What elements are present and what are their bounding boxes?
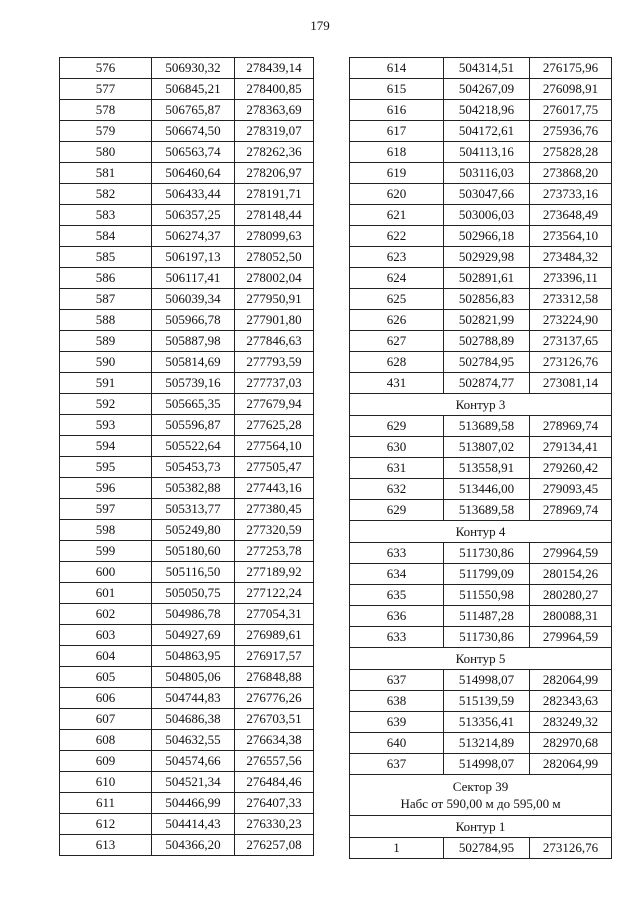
- table-row: [350, 205, 612, 226]
- point-number-cell: 603: [60, 625, 152, 646]
- point-number-cell: 601: [60, 583, 152, 604]
- x-coordinate-cell: 502891,61: [444, 268, 530, 289]
- x-coordinate-cell: 505050,75: [152, 583, 235, 604]
- y-coordinate-cell: 277793,59: [235, 352, 314, 373]
- point-number-cell: 597: [60, 499, 152, 520]
- table-row: [60, 100, 314, 121]
- x-coordinate-cell: 502874,77: [444, 373, 530, 394]
- table-row: [350, 733, 612, 754]
- y-coordinate-cell: 273564,10: [530, 226, 612, 247]
- x-coordinate-cell: 513446,00: [444, 479, 530, 500]
- x-coordinate-cell: 513214,89: [444, 733, 530, 754]
- x-coordinate-cell: 502856,83: [444, 289, 530, 310]
- y-coordinate-cell: 277901,80: [235, 310, 314, 331]
- y-coordinate-cell: 273224,90: [530, 310, 612, 331]
- y-coordinate-cell: 277189,92: [235, 562, 314, 583]
- x-coordinate-cell: 506117,41: [152, 268, 235, 289]
- x-coordinate-cell: 504574,66: [152, 751, 235, 772]
- y-coordinate-cell: 273126,76: [530, 838, 612, 859]
- y-coordinate-cell: 276634,38: [235, 730, 314, 751]
- contour-heading: Контур 3: [350, 394, 612, 416]
- x-coordinate-cell: 505522,64: [152, 436, 235, 457]
- point-number-cell: 600: [60, 562, 152, 583]
- point-number-cell: 618: [350, 142, 444, 163]
- y-coordinate-cell: 277253,78: [235, 541, 314, 562]
- y-coordinate-cell: 276257,08: [235, 835, 314, 856]
- point-number-cell: 626: [350, 310, 444, 331]
- point-number-cell: 639: [350, 712, 444, 733]
- x-coordinate-cell: 504414,43: [152, 814, 235, 835]
- contour-heading-row: [350, 648, 612, 670]
- point-number-cell: 577: [60, 79, 152, 100]
- point-number-cell: 613: [60, 835, 152, 856]
- table-row: [350, 754, 612, 775]
- y-coordinate-cell: 278319,07: [235, 121, 314, 142]
- table-row: [60, 730, 314, 751]
- point-number-cell: 627: [350, 331, 444, 352]
- table-row: [60, 562, 314, 583]
- point-number-cell: 621: [350, 205, 444, 226]
- y-coordinate-cell: 278363,69: [235, 100, 314, 121]
- point-number-cell: 599: [60, 541, 152, 562]
- y-coordinate-cell: 277846,63: [235, 331, 314, 352]
- x-coordinate-cell: 513558,91: [444, 458, 530, 479]
- point-number-cell: 589: [60, 331, 152, 352]
- x-coordinate-cell: 511487,28: [444, 606, 530, 627]
- point-number-cell: 583: [60, 205, 152, 226]
- y-coordinate-cell: 276407,33: [235, 793, 314, 814]
- y-coordinate-cell: 277679,94: [235, 394, 314, 415]
- table-row: [350, 121, 612, 142]
- point-number-cell: 625: [350, 289, 444, 310]
- point-number-cell: 593: [60, 415, 152, 436]
- table-row: [60, 58, 314, 79]
- x-coordinate-cell: 504986,78: [152, 604, 235, 625]
- table-row: [60, 310, 314, 331]
- y-coordinate-cell: 279964,59: [530, 543, 612, 564]
- x-coordinate-cell: 506039,34: [152, 289, 235, 310]
- point-number-cell: 587: [60, 289, 152, 310]
- x-coordinate-cell: 506357,25: [152, 205, 235, 226]
- table-row: [60, 289, 314, 310]
- point-number-cell: 629: [350, 500, 444, 521]
- sector-heading-row: [350, 775, 612, 816]
- x-coordinate-cell: 506274,37: [152, 226, 235, 247]
- table-row: [60, 394, 314, 415]
- point-number-cell: 634: [350, 564, 444, 585]
- x-coordinate-cell: 502929,98: [444, 247, 530, 268]
- table-row: [60, 583, 314, 604]
- table-row: [60, 226, 314, 247]
- point-number-cell: 619: [350, 163, 444, 184]
- table-row: [350, 331, 612, 352]
- y-coordinate-cell: 273648,49: [530, 205, 612, 226]
- table-row: [60, 688, 314, 709]
- y-coordinate-cell: 276017,75: [530, 100, 612, 121]
- y-coordinate-cell: 273733,16: [530, 184, 612, 205]
- point-number-cell: 635: [350, 585, 444, 606]
- x-coordinate-cell: 505814,69: [152, 352, 235, 373]
- y-coordinate-cell: 277054,31: [235, 604, 314, 625]
- y-coordinate-cell: 273484,32: [530, 247, 612, 268]
- x-coordinate-cell: 511730,86: [444, 627, 530, 648]
- point-number-cell: 640: [350, 733, 444, 754]
- x-coordinate-cell: 505249,80: [152, 520, 235, 541]
- table-row: [350, 226, 612, 247]
- table-row: [350, 100, 612, 121]
- y-coordinate-cell: 279134,41: [530, 437, 612, 458]
- point-number-cell: 584: [60, 226, 152, 247]
- sector-title: Сектор 39: [452, 779, 509, 794]
- table-row: [60, 142, 314, 163]
- page-number: 179: [310, 18, 330, 33]
- table-row: [60, 352, 314, 373]
- table-row: [60, 268, 314, 289]
- y-coordinate-cell: 276989,61: [235, 625, 314, 646]
- contour-heading-row: [350, 816, 612, 838]
- x-coordinate-cell: 505887,98: [152, 331, 235, 352]
- y-coordinate-cell: 278002,04: [235, 268, 314, 289]
- y-coordinate-cell: 276848,88: [235, 667, 314, 688]
- table-row: [350, 352, 612, 373]
- x-coordinate-cell: 502821,99: [444, 310, 530, 331]
- point-number-cell: 590: [60, 352, 152, 373]
- point-number-cell: 633: [350, 627, 444, 648]
- x-coordinate-cell: 504113,16: [444, 142, 530, 163]
- y-coordinate-cell: 278969,74: [530, 500, 612, 521]
- point-number-cell: 610: [60, 772, 152, 793]
- point-number-cell: 579: [60, 121, 152, 142]
- table-row: [60, 793, 314, 814]
- x-coordinate-cell: 504366,20: [152, 835, 235, 856]
- contour-heading-row: [350, 394, 612, 416]
- y-coordinate-cell: 277564,10: [235, 436, 314, 457]
- point-number-cell: 586: [60, 268, 152, 289]
- point-number-cell: 1: [350, 838, 444, 859]
- point-number-cell: 611: [60, 793, 152, 814]
- table-row: [60, 436, 314, 457]
- contour-heading: Контур 4: [350, 521, 612, 543]
- x-coordinate-cell: 506765,87: [152, 100, 235, 121]
- y-coordinate-cell: 278969,74: [530, 416, 612, 437]
- table-row: [350, 458, 612, 479]
- x-coordinate-cell: 504805,06: [152, 667, 235, 688]
- y-coordinate-cell: 278206,97: [235, 163, 314, 184]
- table-row: [60, 205, 314, 226]
- x-coordinate-cell: 515139,59: [444, 691, 530, 712]
- x-coordinate-cell: 502784,95: [444, 352, 530, 373]
- x-coordinate-cell: 504218,96: [444, 100, 530, 121]
- y-coordinate-cell: 277443,16: [235, 478, 314, 499]
- y-coordinate-cell: 282343,63: [530, 691, 612, 712]
- y-coordinate-cell: 273312,58: [530, 289, 612, 310]
- table-row: [350, 627, 612, 648]
- table-row: [60, 520, 314, 541]
- point-number-cell: 638: [350, 691, 444, 712]
- y-coordinate-cell: 278400,85: [235, 79, 314, 100]
- y-coordinate-cell: 278148,44: [235, 205, 314, 226]
- point-number-cell: 620: [350, 184, 444, 205]
- table-row: [60, 667, 314, 688]
- x-coordinate-cell: 504172,61: [444, 121, 530, 142]
- table-row: [350, 479, 612, 500]
- table-row: [350, 268, 612, 289]
- x-coordinate-cell: 502784,95: [444, 838, 530, 859]
- point-number-cell: 637: [350, 670, 444, 691]
- x-coordinate-cell: 505665,35: [152, 394, 235, 415]
- point-number-cell: 585: [60, 247, 152, 268]
- table-row: [350, 712, 612, 733]
- table-row: [60, 184, 314, 205]
- point-number-cell: 588: [60, 310, 152, 331]
- y-coordinate-cell: 277380,45: [235, 499, 314, 520]
- point-number-cell: 623: [350, 247, 444, 268]
- x-coordinate-cell: 504863,95: [152, 646, 235, 667]
- point-number-cell: 580: [60, 142, 152, 163]
- point-number-cell: 632: [350, 479, 444, 500]
- table-row: [60, 331, 314, 352]
- x-coordinate-cell: 506930,32: [152, 58, 235, 79]
- x-coordinate-cell: 505180,60: [152, 541, 235, 562]
- x-coordinate-cell: 506845,21: [152, 79, 235, 100]
- x-coordinate-cell: 502788,89: [444, 331, 530, 352]
- y-coordinate-cell: 276917,57: [235, 646, 314, 667]
- x-coordinate-cell: 503006,03: [444, 205, 530, 226]
- table-row: [350, 437, 612, 458]
- y-coordinate-cell: 277950,91: [235, 289, 314, 310]
- y-coordinate-cell: 280280,27: [530, 585, 612, 606]
- y-coordinate-cell: 276098,91: [530, 79, 612, 100]
- table-row: [60, 163, 314, 184]
- x-coordinate-cell: 506433,44: [152, 184, 235, 205]
- point-number-cell: 629: [350, 416, 444, 437]
- y-coordinate-cell: 282064,99: [530, 754, 612, 775]
- y-coordinate-cell: 276703,51: [235, 709, 314, 730]
- table-row: [350, 838, 612, 859]
- x-coordinate-cell: 506674,50: [152, 121, 235, 142]
- y-coordinate-cell: 273081,14: [530, 373, 612, 394]
- x-coordinate-cell: 513689,58: [444, 416, 530, 437]
- table-row: [350, 184, 612, 205]
- table-row: [350, 500, 612, 521]
- x-coordinate-cell: 505116,50: [152, 562, 235, 583]
- table-row: [350, 247, 612, 268]
- x-coordinate-cell: 504267,09: [444, 79, 530, 100]
- x-coordinate-cell: 506460,64: [152, 163, 235, 184]
- x-coordinate-cell: 504927,69: [152, 625, 235, 646]
- y-coordinate-cell: 279260,42: [530, 458, 612, 479]
- point-number-cell: 628: [350, 352, 444, 373]
- y-coordinate-cell: 279093,45: [530, 479, 612, 500]
- y-coordinate-cell: 276175,96: [530, 58, 612, 79]
- table-row: [350, 691, 612, 712]
- point-number-cell: 602: [60, 604, 152, 625]
- contour-heading: Контур 5: [350, 648, 612, 670]
- point-number-cell: 604: [60, 646, 152, 667]
- y-coordinate-cell: 280154,26: [530, 564, 612, 585]
- y-coordinate-cell: 278099,63: [235, 226, 314, 247]
- table-row: [60, 79, 314, 100]
- table-row: [60, 604, 314, 625]
- point-number-cell: 605: [60, 667, 152, 688]
- point-number-cell: 595: [60, 457, 152, 478]
- y-coordinate-cell: 278191,71: [235, 184, 314, 205]
- y-coordinate-cell: 276484,46: [235, 772, 314, 793]
- table-row: [350, 58, 612, 79]
- table-row: [350, 670, 612, 691]
- table-row: [350, 585, 612, 606]
- x-coordinate-cell: 511799,09: [444, 564, 530, 585]
- point-number-cell: 616: [350, 100, 444, 121]
- y-coordinate-cell: 276557,56: [235, 751, 314, 772]
- y-coordinate-cell: 279964,59: [530, 627, 612, 648]
- x-coordinate-cell: 502966,18: [444, 226, 530, 247]
- point-number-cell: 622: [350, 226, 444, 247]
- table-row: [60, 709, 314, 730]
- x-coordinate-cell: 504686,38: [152, 709, 235, 730]
- y-coordinate-cell: 275936,76: [530, 121, 612, 142]
- point-number-cell: 615: [350, 79, 444, 100]
- table-row: [350, 564, 612, 585]
- x-coordinate-cell: 505739,16: [152, 373, 235, 394]
- table-row: [60, 772, 314, 793]
- point-number-cell: 614: [350, 58, 444, 79]
- table-row: [350, 373, 612, 394]
- point-number-cell: 596: [60, 478, 152, 499]
- contour-heading-row: [350, 521, 612, 543]
- y-coordinate-cell: 278262,36: [235, 142, 314, 163]
- y-coordinate-cell: 273126,76: [530, 352, 612, 373]
- point-number-cell: 637: [350, 754, 444, 775]
- y-coordinate-cell: 277737,03: [235, 373, 314, 394]
- table-row: [350, 543, 612, 564]
- y-coordinate-cell: 278052,50: [235, 247, 314, 268]
- table-row: [60, 751, 314, 772]
- point-number-cell: 591: [60, 373, 152, 394]
- point-number-cell: 612: [60, 814, 152, 835]
- x-coordinate-cell: 505313,77: [152, 499, 235, 520]
- point-number-cell: 630: [350, 437, 444, 458]
- x-coordinate-cell: 503116,03: [444, 163, 530, 184]
- sector-elevation-range: Набс от 590,00 м до 595,00 м: [400, 796, 561, 811]
- y-coordinate-cell: 273137,65: [530, 331, 612, 352]
- table-row: [60, 646, 314, 667]
- table-row: [350, 310, 612, 331]
- x-coordinate-cell: 513807,02: [444, 437, 530, 458]
- table-row: [350, 163, 612, 184]
- table-row: [350, 142, 612, 163]
- point-number-cell: 636: [350, 606, 444, 627]
- table-row: [60, 121, 314, 142]
- x-coordinate-cell: 503047,66: [444, 184, 530, 205]
- coordinates-table-right: [349, 57, 612, 859]
- point-number-cell: 578: [60, 100, 152, 121]
- point-number-cell: 592: [60, 394, 152, 415]
- y-coordinate-cell: 277505,47: [235, 457, 314, 478]
- table-row: [350, 289, 612, 310]
- point-number-cell: 582: [60, 184, 152, 205]
- y-coordinate-cell: 282970,68: [530, 733, 612, 754]
- x-coordinate-cell: 504466,99: [152, 793, 235, 814]
- x-coordinate-cell: 514998,07: [444, 754, 530, 775]
- y-coordinate-cell: 276776,26: [235, 688, 314, 709]
- y-coordinate-cell: 277122,24: [235, 583, 314, 604]
- y-coordinate-cell: 277625,28: [235, 415, 314, 436]
- point-number-cell: 431: [350, 373, 444, 394]
- point-number-cell: 608: [60, 730, 152, 751]
- table-row: [350, 79, 612, 100]
- table-row: [60, 835, 314, 856]
- table-row: [60, 478, 314, 499]
- point-number-cell: 631: [350, 458, 444, 479]
- x-coordinate-cell: 506197,13: [152, 247, 235, 268]
- table-row: [60, 373, 314, 394]
- point-number-cell: 609: [60, 751, 152, 772]
- x-coordinate-cell: 511730,86: [444, 543, 530, 564]
- table-row: [60, 499, 314, 520]
- table-row: [60, 541, 314, 562]
- y-coordinate-cell: 276330,23: [235, 814, 314, 835]
- point-number-cell: 581: [60, 163, 152, 184]
- y-coordinate-cell: 283249,32: [530, 712, 612, 733]
- point-number-cell: 598: [60, 520, 152, 541]
- x-coordinate-cell: 514998,07: [444, 670, 530, 691]
- x-coordinate-cell: 504314,51: [444, 58, 530, 79]
- point-number-cell: 624: [350, 268, 444, 289]
- y-coordinate-cell: 273868,20: [530, 163, 612, 184]
- x-coordinate-cell: 505453,73: [152, 457, 235, 478]
- point-number-cell: 594: [60, 436, 152, 457]
- sector-heading: [350, 775, 612, 816]
- y-coordinate-cell: 275828,28: [530, 142, 612, 163]
- x-coordinate-cell: 506563,74: [152, 142, 235, 163]
- point-number-cell: 606: [60, 688, 152, 709]
- table-row: [60, 415, 314, 436]
- table-row: [60, 247, 314, 268]
- y-coordinate-cell: 280088,31: [530, 606, 612, 627]
- x-coordinate-cell: 513689,58: [444, 500, 530, 521]
- table-row: [350, 606, 612, 627]
- x-coordinate-cell: 511550,98: [444, 585, 530, 606]
- x-coordinate-cell: 513356,41: [444, 712, 530, 733]
- x-coordinate-cell: 505382,88: [152, 478, 235, 499]
- x-coordinate-cell: 504632,55: [152, 730, 235, 751]
- x-coordinate-cell: 504744,83: [152, 688, 235, 709]
- y-coordinate-cell: 282064,99: [530, 670, 612, 691]
- point-number-cell: 607: [60, 709, 152, 730]
- y-coordinate-cell: 273396,11: [530, 268, 612, 289]
- table-row: [350, 416, 612, 437]
- point-number-cell: 633: [350, 543, 444, 564]
- table-row: [60, 457, 314, 478]
- x-coordinate-cell: 505596,87: [152, 415, 235, 436]
- y-coordinate-cell: 277320,59: [235, 520, 314, 541]
- table-row: [60, 814, 314, 835]
- y-coordinate-cell: 278439,14: [235, 58, 314, 79]
- point-number-cell: 576: [60, 58, 152, 79]
- table-row: [60, 625, 314, 646]
- x-coordinate-cell: 504521,34: [152, 772, 235, 793]
- coordinates-table-left: [59, 57, 314, 856]
- x-coordinate-cell: 505966,78: [152, 310, 235, 331]
- point-number-cell: 617: [350, 121, 444, 142]
- contour-heading: Контур 1: [350, 816, 612, 838]
